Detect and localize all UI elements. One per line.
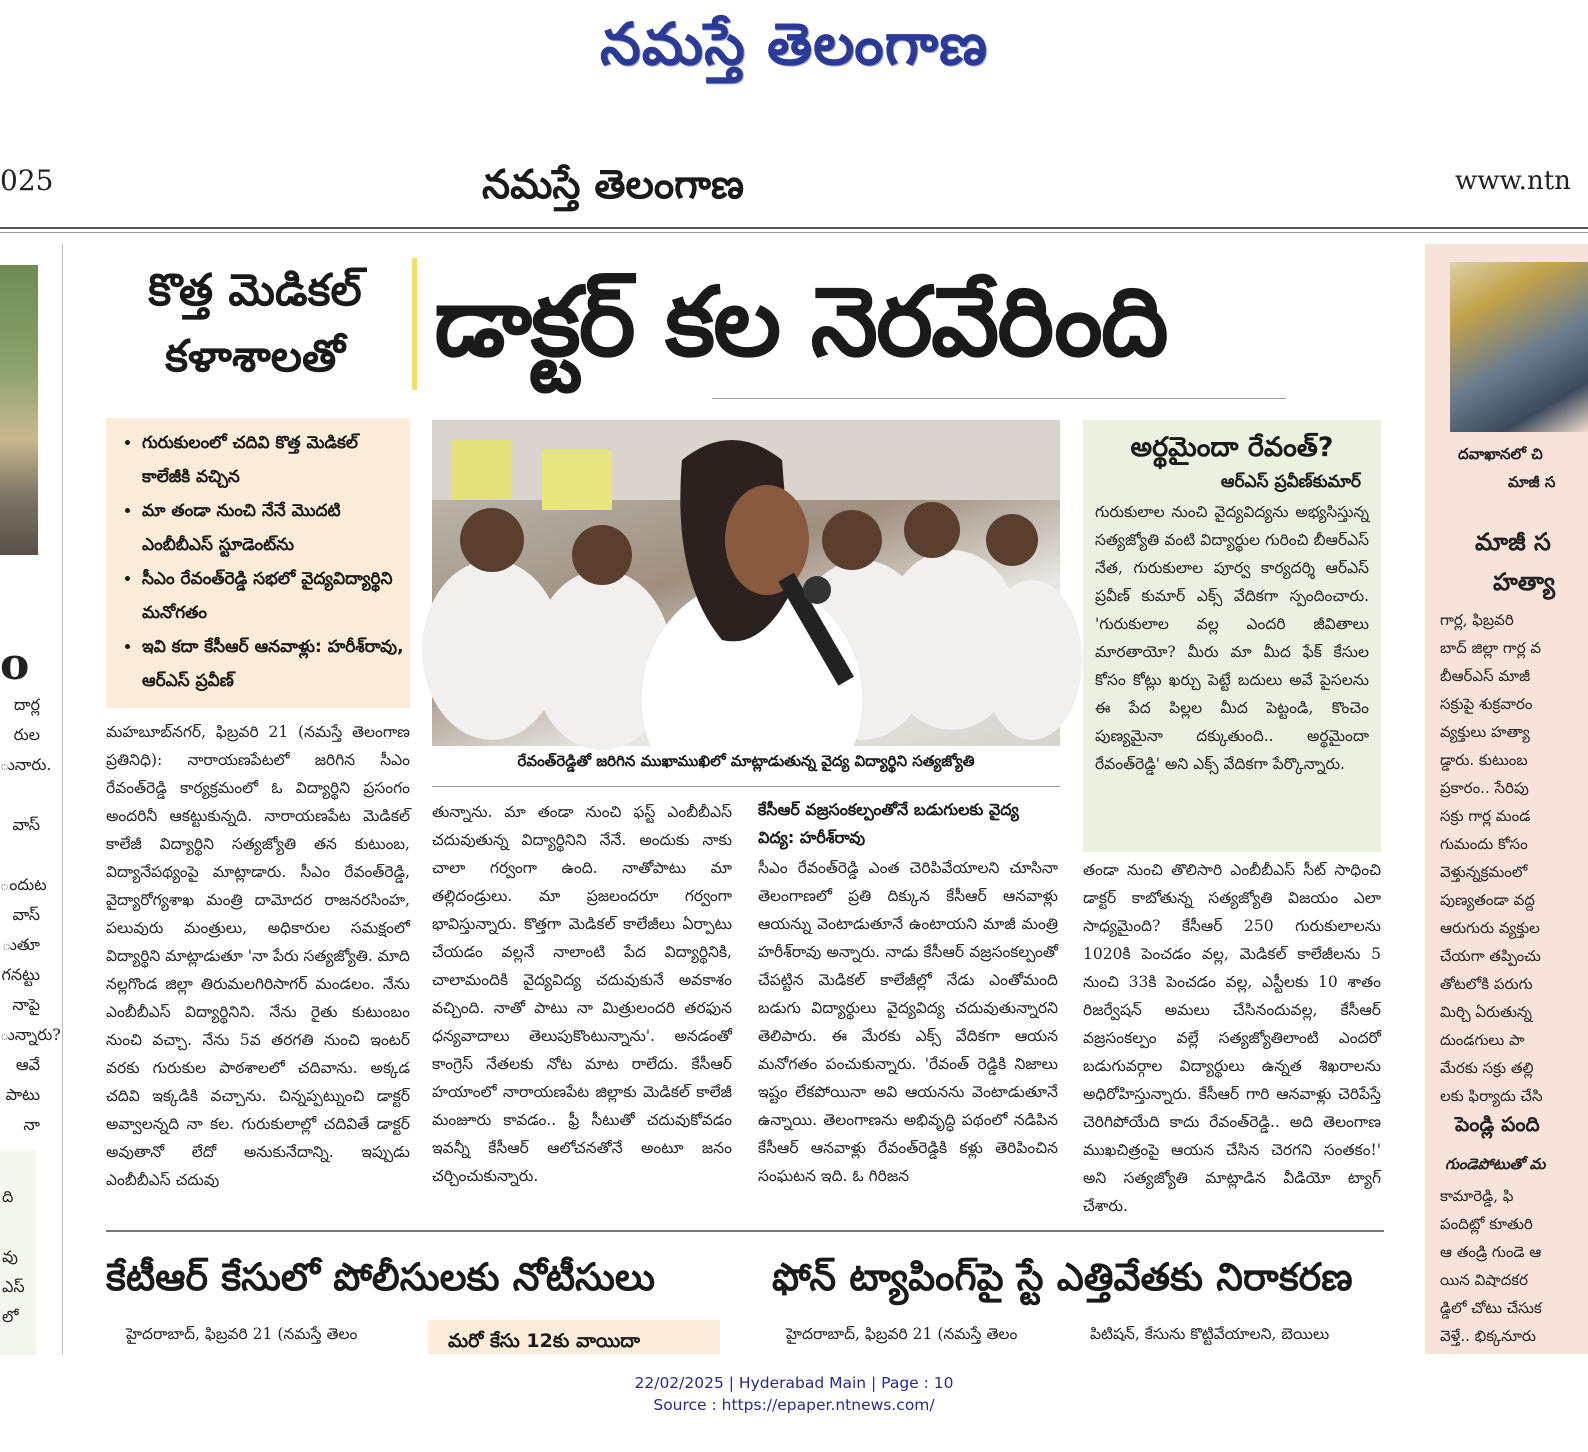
- right-body-line: వ్యక్తులు హత్యా: [1440, 723, 1530, 741]
- right-subhead-2: గుండెపోటుతో మ: [1445, 1155, 1546, 1173]
- left-box-lines: [0, 1150, 36, 1332]
- story-kicker: కొత్త మెడికల్ కళాశాలతో: [148, 265, 362, 382]
- right-body-line: సక్రుపై శుక్రవారం: [1440, 695, 1533, 713]
- right-body-line: దుండగులు పా: [1440, 1031, 1525, 1049]
- right-body-line: వెళ్తే.. భిక్కనూరు: [1440, 1327, 1536, 1345]
- right-subhead-1: పెండ్లి పంది: [1455, 1112, 1540, 1136]
- right-body-line: బాద్ జిల్లా గార్ల వ: [1440, 639, 1542, 657]
- bottom-left-box: [428, 1320, 720, 1354]
- footer-source: Source : https://epaper.ntnews.com/: [653, 1396, 935, 1414]
- bottom-right-headline: ఫోన్ ట్యాపింగ్‌పై స్టే ఎత్తివేతకు నిరాకరణ: [772, 1255, 1353, 1299]
- bottom-right-body-a: హైదరాబాద్, ఫిబ్రవరి 21 (నమస్తే తెలం: [786, 1325, 1018, 1343]
- left-text-line: ఆవే: [15, 1055, 40, 1074]
- right-body-line: పందిట్లో కూతురి: [1440, 1215, 1533, 1233]
- right-caption: [1458, 440, 1555, 496]
- kicker-accent-bar: [412, 258, 417, 390]
- story-column-3: సీఎం రేవంత్‌రెడ్డి ఎంత చెరిపివేయాలని చూసినా తెలంగాణలో ప్రతి దిక్కున కేసీఆర్ ఆనవాళ్లు ఆయన్ను వెంటాడుతూనే ఉంటాయని మాజీ మంత్రి హరీశ్‌రావు అన్నారు. నాడు కేసీఆర్ వజ్రసంకల్పంతో చేపట్టిన మెడికల్ కాలేజీల్లో నేడు ఎంతోమంది బడుగు విద్యార్థులు వైద్యవిద్య చదువుతున్నారని తెలిపారు. ఈ మేరకు ఎక్స్ వేదికగా ఆయన మనోగతం పంచుకున్నారు. 'రేవంత్ రెడ్డికి నిజాలు ఇష్టం లేకపోయినా అవి ఆయనను వెంటాడుతూనే ఉన్నాయి. తెలంగాణను అభివృద్ధి పథంలో నడిపిన కేసీఆర్ ఆనవాళ్లు రేవంత్‌రెడ్డికి కళ్లు తెరిపించిన సంఘటన ఇది. ఓ గిరిజన: [758, 859, 1058, 1185]
- right-caption-line: దవాఖానలో చి: [1458, 445, 1543, 463]
- left-text-line: [0, 780, 40, 810]
- header-rule: [0, 227, 1588, 233]
- left-text-lines: [0, 690, 61, 1140]
- right-body-line: డ్డిలో చోటు చేసుక: [1440, 1299, 1542, 1317]
- left-text-line: ునారు.: [0, 755, 52, 774]
- right-body-line: గుమందు కోసం: [1440, 835, 1528, 853]
- left-text-line: [0, 840, 40, 870]
- right-body-line: కామారెడ్డి, ఫి: [1440, 1187, 1514, 1205]
- sidebar-title: అర్థమైందా రేవంత్?: [1130, 432, 1334, 463]
- left-text-line: వాస్: [12, 815, 40, 834]
- left-text-line: ందుట: [0, 875, 47, 894]
- bottom-left-box-title: మరో కేసు 12కు వాయిదా: [448, 1330, 641, 1352]
- left-box-line: వు: [2, 1247, 18, 1266]
- sidebar-body: గురుకులాల నుంచి వైద్యవిద్యను అభ్యసిస్తున్న సత్యజ్యోతి వంటి విద్యార్థుల గురించి బీఆర్ఎస్ నేత, గురుకులాల పూర్వ కార్యదర్శి ఆర్ఎస్ ప్రవీణ్ కుమార్ ఎక్స్ వేదికగా స్పందించారు. 'గురుకులాల వల్ల ఎందరి జీవితాలు మారతాయో? మీరు మా మీద ఫేక్ కేసుల కోసం కోట్లు ఖర్చు పెట్టే బదులు అవే పైసలను ఈ పేద పిల్లల మీద పెట్టండి, కొంచెం పుణ్యమైనా దక్కుతుంది.. అర్థమైందా రేవంత్‌రెడ్డి' అని ఎక్స్ వేదికగా పేర్కొన్నారు.: [1095, 503, 1369, 773]
- page-footer: [0, 1372, 1588, 1416]
- site-url-fragment: www.ntn: [1455, 166, 1571, 196]
- left-cropped-box: [0, 1150, 36, 1355]
- right-body-line: బీఆర్ఎస్ మాజీ: [1440, 667, 1531, 685]
- left-cropped-text: [0, 639, 61, 1140]
- highlight-item: • ఇవి కదా కేసీఆర్ ఆనవాళ్లు: హరీశ్‌రావు, ఆర్ఎస్ ప్రవీణ్: [142, 630, 404, 698]
- left-text-line: ుతూ: [2, 935, 40, 954]
- right-body-line: గార్ల, ఫిబ్రవరి: [1440, 611, 1514, 629]
- right-caption-line: మాజీ స: [1508, 473, 1556, 491]
- section-rule: [106, 1230, 1384, 1232]
- caption-rule: [432, 786, 1060, 787]
- bottom-left-body: హైదరాబాద్, ఫిబ్రవరి 21 (నమస్తే తెలం: [126, 1325, 358, 1343]
- right-headline: [1475, 522, 1555, 602]
- right-body-line: సక్రు గార్ల మండ: [1440, 807, 1531, 825]
- right-body-line: యిన విషాదకర: [1440, 1271, 1529, 1289]
- right-body-line: ప్రకారం.. సేరిపు: [1440, 779, 1529, 797]
- left-box-line: [2, 1212, 36, 1242]
- masthead-logo: నమస్తే తెలంగాణ: [600, 10, 988, 78]
- right-body-line: ఆరుగురు వ్యక్తుల: [1440, 919, 1540, 937]
- right-body-line: డ్డారు. కుటుంబ: [1440, 751, 1528, 769]
- right-headline-line: మాజీ స: [1475, 528, 1551, 556]
- highlights-box: [106, 418, 410, 708]
- sidebar-box: [1083, 420, 1381, 852]
- right-body-line: ఆ తండ్రి గుండె ఆ: [1440, 1243, 1542, 1261]
- bottom-left-headline: కేటీఆర్ కేసులో పోలీసులకు నోటీసులు: [106, 1255, 655, 1299]
- left-text-line: వాస్: [12, 905, 40, 924]
- bottom-right-body-b: పిటిషన్, కేసును కొట్టివేయాలని, బెయిలు: [1090, 1325, 1330, 1343]
- right-body: [1440, 606, 1543, 1110]
- left-big-glyph: o: [0, 639, 30, 690]
- highlight-item: • సీఎం రేవంత్‌రెడ్డి సభలో వైద్యవిద్యార్థిని మనోగతం: [142, 562, 404, 630]
- right-body-line: తోటలోకి పరుగు: [1440, 975, 1533, 993]
- story-column-1: మహబూబ్‌నగర్, ఫిబ్రవరి 21 (నమస్తే తెలంగాణ ప్రతినిధి): నారాయణపేటలో జరిగిన సీఎం రేవంత్‌రెడ్డి కార్యక్రమంలో ఓ విద్యార్థిని ప్రసంగం అందరినీ ఆకట్టుకున్నది. నారాయణపేట మెడికల్ కాలేజీ విద్యార్థిని సత్యజ్యోతి తన కుటుంబ, విద్యానేపథ్యంపై మాట్లాడారు. సీఎం రేవంత్‌రెడ్డి, వైద్యారోగ్యశాఖ మంత్రి దామోదర రాజనరసింహ, పలువురు మంత్రులు, అధికారుల సమక్షంలో విద్యార్థిని మాట్లాడుతూ 'నా పేరు సత్యజ్యోతి. మాది నల్లగొండ జిల్లా తిరుమలగిరిసాగర్ మండలం. నేను ఎంబీబీఎస్ విద్యార్థినిని. నేను రైతు కుటుంబం నుంచి వచ్చా. నేను 5వ తరగతి నుంచి ఇంటర్ వరకు గురుకుల పాఠశాలలో చదివాను. అక్కడ చదివి ఇక్కడికి వచ్చాను. చిన్నప్పట్నుంచి డాక్టర్ అవ్వాలన్నది నా కల. గురుకులాల్లో చదివితే డాక్టర్ అవుతానో లేదో అనుకునేదాన్ని. ఇప్పుడు ఎంబీబీఎస్ చదువు: [106, 723, 410, 1189]
- photo-illustration: [432, 420, 1060, 746]
- left-text-line: రుల: [13, 725, 40, 744]
- left-cropped-photo: [0, 265, 38, 555]
- page-title: నమస్తే తెలంగాణ: [482, 162, 745, 208]
- left-text-line: నా: [23, 1115, 40, 1134]
- right-body-line: పుణ్యతండా వద్ద: [1440, 891, 1535, 909]
- right-body-line: వెళ్తున్నక్రమంలో: [1440, 863, 1528, 881]
- right-body-line: మిర్చి ఏరుతున్న: [1440, 1003, 1532, 1021]
- headline-rule: [712, 398, 1286, 399]
- right-body-line: చేయగా తప్పించు: [1440, 947, 1541, 965]
- page-date-fragment: 025: [0, 164, 54, 197]
- right-body-line: మేరకు సక్రు తల్లి: [1440, 1059, 1534, 1077]
- highlight-item: • గురుకులంలో చదివి కొత్త మెడికల్ కాలేజీకి వచ్చిన: [142, 426, 404, 494]
- left-text-line: గనట్టు: [1, 965, 40, 984]
- right-cropped-photo: [1450, 262, 1588, 432]
- sidebar-byline: ఆర్ఎస్ ప్రవీణ్‌కుమార్: [1220, 472, 1361, 492]
- footer-edition: 22/02/2025 | Hyderabad Main | Page : 10: [634, 1374, 954, 1392]
- photo-caption: రేవంత్‌రెడ్డితో జరిగిన ముఖాముఖిలో మాట్లాడుతున్న వైద్య విద్యార్థిని సత్యజ్యోతి: [517, 752, 975, 770]
- left-box-line: ది: [2, 1187, 14, 1206]
- left-text-line: నాపై: [12, 995, 40, 1014]
- story-subhead: కేసీఆర్ వజ్రసంకల్పంతోనే బడుగులకు వైద్య విద్య: హరీశ్‌రావు: [758, 800, 1019, 847]
- story-photo: [432, 420, 1060, 746]
- left-text-line: ున్నారు?: [0, 1025, 61, 1044]
- story-column-2: తున్నాను. మా తండా నుంచి ఫస్ట్ ఎంబీబీఎస్ చదువుతున్న విద్యార్థినిని నేనే. అందుకు నాకు చాలా గర్వంగా ఉంది. నాతోపాటు మా తల్లిదండ్రులు. మా ప్రజలందరూ గర్వంగా భావిస్తున్నారు. కొత్తగా మెడికల్ కాలేజీలు ఏర్పాటు చేయడం వల్లనే నాలాంటి పేద విద్యార్థినికి, చాలామందికి వైద్యవిద్య చదువుకునే అవకాశం వచ్చింది. నాతో పాటు నా మిత్రులందరి తరఫున ధన్యవాదాలు తెలుపుకొంటున్నాను'. అనడంతో కాంగ్రెస్ నేతలకు నోట మాట రాలేదు. కేసీఆర్ హయాంలో నారాయణపేట జిల్లాకు మెడికల్ కాలేజీ మంజూరు కావడం.. ఫ్రీ సీటుతో చదువుకోవడం ఇవన్నీ కేసీఆర్ ఆలోచనతోనే అంటూ జనం చర్చించుకున్నారు.: [432, 803, 732, 1185]
- left-text-line: పాటు: [5, 1085, 40, 1104]
- right-headline-line: హత్యా: [1493, 568, 1556, 596]
- left-box-line: ఎస్: [2, 1277, 25, 1296]
- left-text-line: దార్ల: [13, 695, 40, 714]
- story-column-4: తండా నుంచి తొలిసారి ఎంబీబీఎస్ సీట్ సాధించి డాక్టర్ కాబోతున్న సత్యజ్యోతి విజయం ఎలా సాధ్యమైంది? కేసీఆర్ 250 గురుకులాలను 1020కి పెంచడం వల్ల, మెడికల్ కాలేజీలను 5 నుంచి 33కి పెంచడం వల్ల, ఎస్టీలకు 10 శాతం రిజర్వేషన్ అమలు చేసినందువల్ల, కేసీఆర్ వజ్రసంకల్పం వల్లే సత్యజ్యోతిలాంటి ఎందరో బడుగువర్గాల విద్యార్థులు ఉన్నత శిఖరాలను అధిరోహిస్తున్నారు. కేసీఆర్ గారి ఆనవాళ్లు చెరిపేస్తే చెరిగిపోయేది కాదు రేవంత్‌రెడ్డి.. అది తెలంగాణ ముఖచిత్రంపై ఆయన చేసిన చెరగని సంతకం!' అని సత్యజ్యోతి మాట్లాడిన వీడియో ట్యాగ్ చేశారు.: [1083, 861, 1381, 1215]
- right-body-line: లకు ఫిర్యాదు చేసి: [1440, 1087, 1543, 1105]
- left-box-line: లో: [2, 1307, 19, 1326]
- highlight-item: • మా తండా నుంచి నేనే మొదటి ఎంబీబీఎస్ స్టూడెంట్‌ను: [142, 494, 404, 562]
- right-body-2: [1440, 1182, 1542, 1350]
- story-headline: డాక్టర్ కల నెరవేరింది: [434, 266, 1167, 378]
